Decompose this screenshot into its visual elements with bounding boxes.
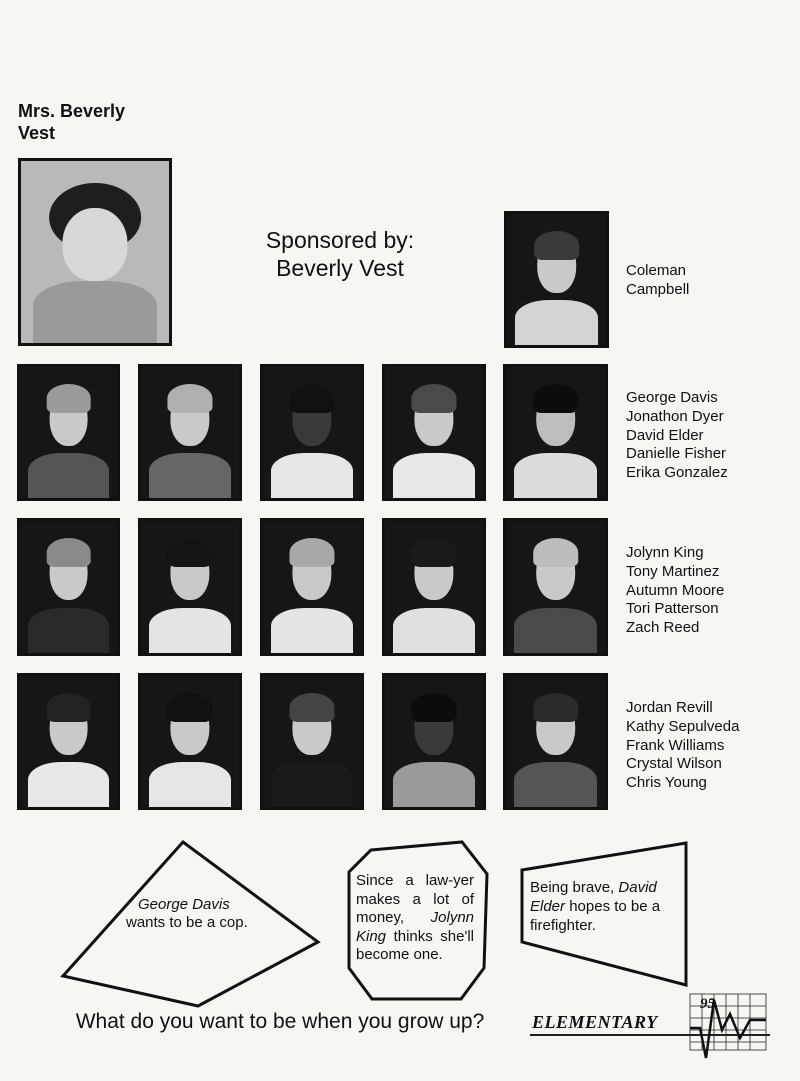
lawyer-caption-name: Jolynn King bbox=[356, 909, 474, 945]
student-name: Coleman bbox=[626, 262, 687, 279]
cop-caption-text: wants to be a cop. bbox=[126, 914, 248, 931]
student-name: Autumn Moore bbox=[626, 581, 725, 599]
sponsor-line1: Sponsored by: bbox=[265, 227, 415, 253]
student-name: Jolynn King bbox=[626, 544, 704, 561]
student-name: Jordan Revill bbox=[626, 699, 713, 716]
cop-caption-name: George Davis bbox=[138, 896, 230, 913]
lawyer-caption bbox=[356, 872, 474, 965]
elementary-logo-text: ELEMENTARY bbox=[532, 1012, 658, 1032]
student-name: David Elder bbox=[626, 426, 704, 444]
logo-year: 95 bbox=[700, 996, 715, 1012]
student-name: Campbell bbox=[626, 280, 690, 298]
cop-caption bbox=[108, 896, 258, 932]
lawyer-caption-text-before: Since a law-yer makes a lot of money, bbox=[356, 872, 474, 926]
student-name: Kathy Sepulveda bbox=[626, 717, 740, 735]
student-name: Tori Patterson bbox=[626, 600, 719, 618]
student-name: George Davis bbox=[626, 389, 718, 406]
student-name: Frank Williams bbox=[626, 736, 725, 754]
student-name: Jonathon Dyer bbox=[626, 407, 724, 425]
lawyer-caption-text-after: thinks she'll become one. bbox=[356, 927, 474, 963]
student-name: Chris Young bbox=[626, 774, 707, 792]
student-name: Zach Reed bbox=[626, 619, 700, 637]
student-name: Tony Martinez bbox=[626, 562, 720, 580]
student-name: Crystal Wilson bbox=[626, 755, 722, 773]
logo-graph-icon bbox=[530, 990, 770, 1062]
sponsor-line2: Beverly Vest bbox=[276, 255, 404, 281]
student-name: Danielle Fisher bbox=[626, 445, 727, 463]
firefighter-caption-text-after: hopes to be a firefighter. bbox=[530, 898, 661, 934]
firefighter-caption-text-before: Being brave, bbox=[530, 879, 615, 896]
teacher-name-line1: Mrs. Beverly bbox=[18, 101, 126, 121]
teacher-name-line2: Vest bbox=[18, 123, 56, 143]
student-name: Erika Gonzalez bbox=[626, 464, 728, 482]
question-text: What do you want to be when you grow up? bbox=[75, 1010, 485, 1033]
firefighter-caption-name: David Elder bbox=[530, 879, 657, 915]
firefighter-caption bbox=[530, 878, 682, 935]
